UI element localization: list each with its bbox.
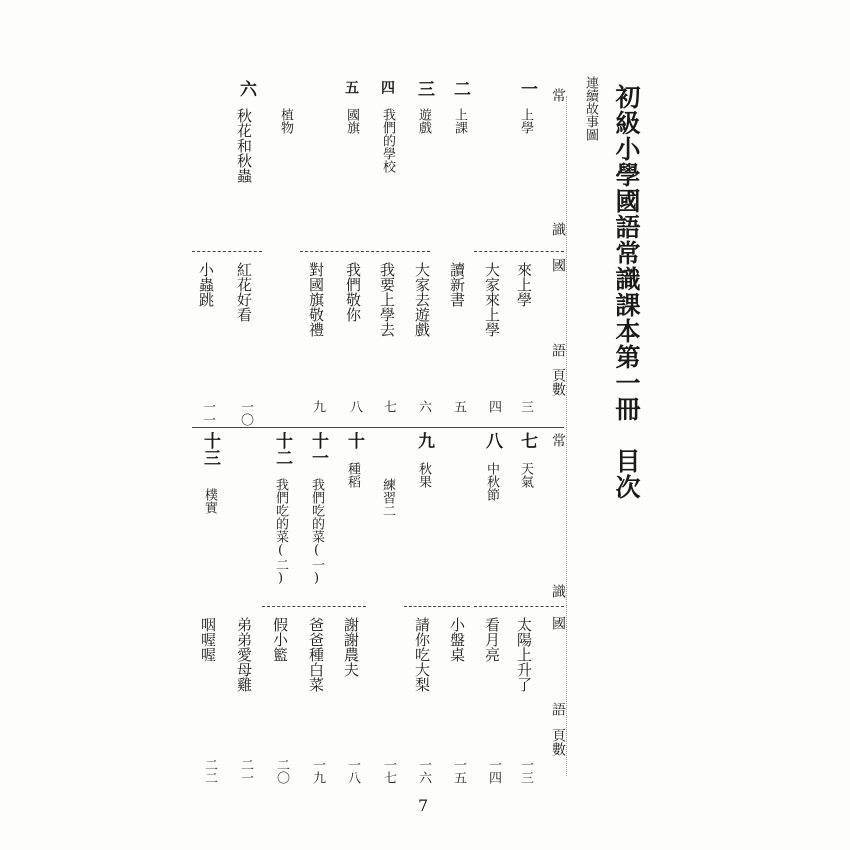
lesson-num-9: 九 — [414, 432, 434, 449]
topic-10: 種稻 — [345, 462, 360, 488]
lesson-13b: 咽喔喔 — [199, 617, 217, 662]
page-6a: 一〇 — [238, 400, 253, 426]
topic-3: 遊戲 — [416, 108, 431, 134]
lesson-10a: 謝謝農夫 — [342, 617, 360, 677]
story-heading: 連續故事圖 — [583, 76, 598, 141]
page-3a: 六 — [416, 400, 431, 413]
page-5a: 九 — [310, 400, 325, 413]
page-9b: 一六 — [416, 758, 431, 784]
lesson-num-5: 五 — [343, 80, 359, 94]
page-11a: 一九 — [310, 758, 325, 784]
lesson-num-1: 一 — [517, 80, 537, 97]
rule-top-2 — [300, 251, 430, 252]
lesson-6b: 小蟲跳 — [197, 262, 215, 307]
header-lang-top: 國 — [550, 258, 566, 272]
lesson-num-10: 十 — [344, 432, 364, 449]
topic-8: 中秋節 — [484, 462, 499, 501]
lesson-7a: 太陽上升了 — [515, 617, 533, 692]
topic-11: 我們吃的菜(一) — [309, 478, 324, 586]
topic-2: 上課 — [452, 108, 467, 134]
lesson-5a: 對國旗敬禮 — [307, 262, 325, 337]
topic-9: 秋果 — [416, 462, 431, 488]
rule-bottom-2 — [404, 606, 470, 607]
page-13b: 二二 — [202, 758, 217, 784]
lesson-1a: 來上學 — [515, 262, 533, 307]
header-sub-bottom: 識 — [550, 584, 566, 598]
lesson-9a: 小盤桌 — [448, 617, 466, 662]
topic-1: 上學 — [518, 108, 533, 134]
lesson-8a: 看月亮 — [483, 617, 501, 662]
lesson-12a: 假小籃 — [271, 617, 289, 662]
header-lang2-top: 語 — [550, 343, 566, 357]
header-topic-top: 常 — [550, 88, 566, 102]
lesson-3a: 大家去遊戲 — [413, 262, 431, 337]
header-lang2-bottom: 語 — [550, 702, 566, 716]
topic-7: 天氣 — [518, 462, 533, 488]
lesson-num-11: 十一 — [308, 432, 328, 466]
rule-top-3 — [192, 251, 262, 252]
header-page-bottom: 頁數 — [550, 728, 566, 756]
page-4b: 八 — [347, 400, 362, 413]
topic-plants: 植物 — [278, 108, 293, 134]
lesson-11a: 爸爸種白菜 — [307, 617, 325, 692]
rule-bottom-3 — [262, 606, 366, 607]
page-4a: 七 — [381, 400, 396, 413]
page-10a: 一八 — [345, 758, 360, 784]
header-lang-bottom: 國 — [550, 616, 566, 630]
lesson-9b: 請你吃大梨 — [413, 617, 431, 692]
page-2a: 五 — [451, 400, 466, 413]
topic-4: 我們的學校 — [380, 108, 395, 173]
rule-bottom-1 — [474, 606, 564, 607]
lesson-4a: 我要上學去 — [378, 262, 396, 337]
lesson-13a: 弟弟愛母雞 — [235, 617, 253, 692]
lesson-num-12: 十二 — [272, 432, 292, 466]
lesson-num-3: 三 — [414, 80, 434, 97]
page-12a: 二〇 — [274, 758, 289, 784]
lesson-2a: 讀新書 — [448, 262, 466, 307]
lesson-1b: 大家來上學 — [483, 262, 501, 337]
lesson-num-4: 四 — [379, 80, 395, 94]
topic-6: 秋花和秋蟲 — [235, 108, 253, 183]
lesson-num-13: 十三 — [200, 432, 220, 466]
topic-12: 我們吃的菜(二) — [273, 478, 288, 586]
topic-13: 樸實 — [202, 488, 217, 514]
page-7a: 一三 — [518, 758, 533, 784]
page-13a: 二一 — [238, 758, 253, 784]
topic-5: 國旗 — [344, 108, 359, 134]
rule-mid-1 — [192, 427, 564, 428]
header-page-top: 頁數 — [550, 368, 566, 396]
page-9a: 一五 — [451, 758, 466, 784]
lesson-6a: 紅花好看 — [235, 262, 253, 322]
lesson-4b: 我們敬你 — [344, 262, 362, 322]
lesson-num-8: 八 — [482, 432, 502, 449]
lesson-num-2: 二 — [450, 80, 470, 97]
page-practice-2: 一七 — [381, 758, 396, 784]
page-1b: 四 — [486, 400, 501, 413]
page-number: 7 — [418, 796, 429, 815]
lesson-num-7: 七 — [517, 432, 537, 449]
topic-practice-2: 練習二 — [380, 478, 395, 517]
header-topic-bottom: 常 — [550, 433, 566, 447]
lesson-num-6: 六 — [236, 80, 256, 97]
page-8a: 一四 — [486, 758, 501, 784]
header-sub-top: 識 — [550, 222, 566, 236]
rule-top-1 — [474, 251, 564, 252]
page-6b: 一一 — [200, 400, 215, 426]
page-1a: 三 — [518, 400, 533, 413]
page-title: 初級小學國語常識課本第一冊 目次 — [612, 84, 641, 500]
